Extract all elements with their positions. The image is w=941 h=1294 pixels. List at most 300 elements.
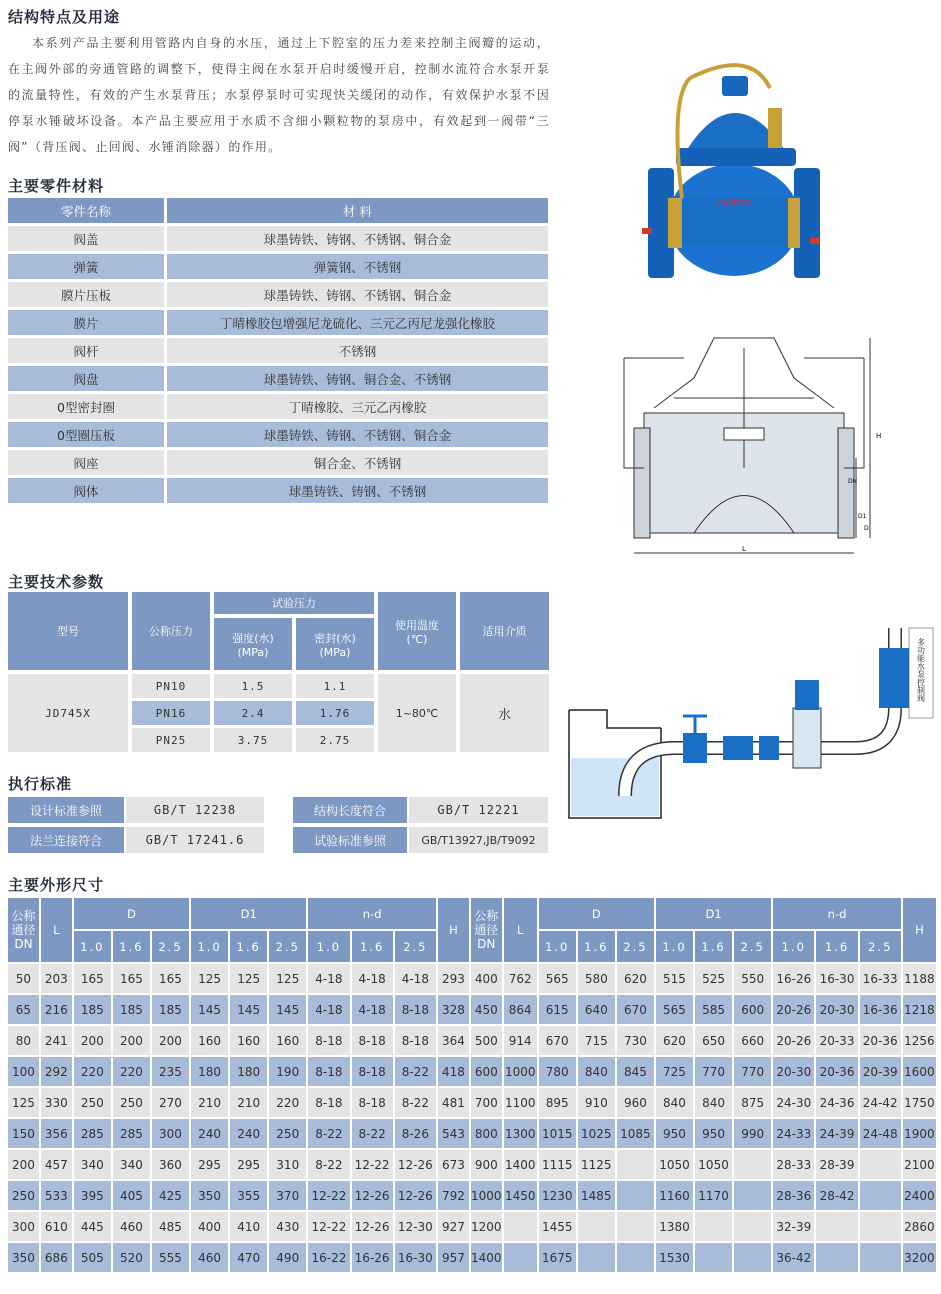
dim-cell: 950 — [656, 1119, 693, 1148]
dim-cell: 525 — [695, 964, 732, 993]
dim-cell: 185 — [113, 995, 150, 1024]
dim-cell: 185 — [152, 995, 189, 1024]
tech-header-pn: 公称压力 — [132, 592, 210, 670]
dim-cell: 24-33 — [773, 1119, 814, 1148]
dim-cell: 16-30 — [816, 964, 857, 993]
dim-cell — [695, 1212, 732, 1241]
header-pn: 1.0 — [539, 931, 576, 962]
section-title-structure: 结构特点及用途 — [8, 8, 121, 26]
dim-cell: 445 — [74, 1212, 111, 1241]
dim-cell: 715 — [578, 1026, 615, 1055]
tech-seal: 1.76 — [296, 701, 374, 725]
part-name: 阀体 — [8, 478, 164, 503]
table-row — [8, 1150, 936, 1179]
dim-cell: 927 — [438, 1212, 469, 1241]
dim-cell: 12-26 — [352, 1212, 393, 1241]
tech-params-table — [8, 592, 549, 754]
dim-cell: 1115 — [539, 1150, 576, 1179]
header-pn: 1.0 — [773, 931, 814, 962]
dim-cell: 1170 — [695, 1181, 732, 1210]
dim-cell: 220 — [269, 1088, 306, 1117]
dim-cell — [816, 1243, 857, 1272]
dim-cell: 960 — [617, 1088, 654, 1117]
valve-logo: CVKRDO — [716, 199, 752, 208]
dim-cell — [734, 1243, 771, 1272]
dim-cell: 125 — [269, 964, 306, 993]
dim-cell: 1450 — [504, 1181, 537, 1210]
dim-cell: 20-26 — [773, 995, 814, 1024]
dim-cell: 430 — [269, 1212, 306, 1241]
header-D1: D1 — [656, 898, 771, 929]
tech-model: JD745X — [8, 674, 128, 752]
dim-cell: 300 — [152, 1119, 189, 1148]
dim-cell: 16-33 — [860, 964, 901, 993]
tech-seal: 1.1 — [296, 674, 374, 698]
dim-cell: 2400 — [903, 1181, 936, 1210]
table-row — [8, 1088, 936, 1117]
dim-cell: 340 — [113, 1150, 150, 1179]
dim-cell: 65 — [8, 995, 39, 1024]
header-pn: 1.6 — [578, 931, 615, 962]
dim-cell: 1400 — [471, 1243, 502, 1272]
dim-cell: 550 — [734, 964, 771, 993]
header-pn: 1.6 — [816, 931, 857, 962]
dim-cell: 350 — [191, 1181, 228, 1210]
table-row — [8, 964, 936, 993]
std-label: 结构长度符合 — [293, 797, 407, 823]
dim-cell: 190 — [269, 1057, 306, 1086]
dim-cell: 1050 — [656, 1150, 693, 1179]
dim-cell: 216 — [41, 995, 72, 1024]
dim-cell: 360 — [152, 1150, 189, 1179]
dim-cell: 900 — [471, 1150, 502, 1179]
dim-cell: 460 — [191, 1243, 228, 1272]
dim-cell: 16-36 — [860, 995, 901, 1024]
dim-cell — [617, 1181, 654, 1210]
header-H: H — [903, 898, 936, 962]
header-pn: 2.5 — [395, 931, 436, 962]
table-row — [8, 1243, 936, 1272]
dim-cell: 20-26 — [773, 1026, 814, 1055]
dim-cell: 285 — [74, 1119, 111, 1148]
dim-cell: 957 — [438, 1243, 469, 1272]
part-material: 球墨铸铁、铸钢、铜合金、不锈钢 — [167, 366, 548, 391]
dim-cell: 12-30 — [395, 1212, 436, 1241]
dim-cell — [504, 1212, 537, 1241]
table-row — [8, 282, 548, 307]
part-name: 膜片压板 — [8, 282, 164, 307]
tech-header-strength: 强度(水) (MPa) — [214, 618, 292, 670]
dim-cell: 125 — [191, 964, 228, 993]
header-D1: D1 — [191, 898, 306, 929]
dim-cell: 328 — [438, 995, 469, 1024]
dim-cell: 400 — [191, 1212, 228, 1241]
intro-paragraph: 本系列产品主要利用管路内自身的水压，通过上下腔室的压力差来控制主阀瓣的运动，在主阀外部的旁通管路的调整下，使得主阀在水泵开启时缓慢开启，控制水流符合水泵开泵的流量特性，有效的产生水泵背压；水泵停泵时可实现快关缓闭的动作，有效保护水泵不因停泵水锤破坏设备。本产品主要应用于水质不含细小颗粒物的泵房中，有效起到一阀带“三阀”（背压阀、止回阀、水锤消除器）的作用。 — [8, 36, 550, 154]
header-H: H — [438, 898, 469, 962]
dim-cell: 330 — [41, 1088, 72, 1117]
dimensions-table — [6, 896, 938, 1274]
dim-cell: 725 — [656, 1057, 693, 1086]
dim-cell: 410 — [230, 1212, 267, 1241]
dim-cell: 8-26 — [395, 1119, 436, 1148]
dim-cell: 610 — [41, 1212, 72, 1241]
header-pn: 1.0 — [191, 931, 228, 962]
dim-cell: 295 — [230, 1150, 267, 1179]
dim-cell: 340 — [74, 1150, 111, 1179]
dim-cell: 240 — [230, 1119, 267, 1148]
dim-cell: 864 — [504, 995, 537, 1024]
section-title-materials: 主要零件材料 — [8, 177, 105, 195]
dim-cell: 12-22 — [352, 1150, 393, 1179]
dim-cell: 457 — [41, 1150, 72, 1179]
dim-cell — [617, 1243, 654, 1272]
header-pn: 2.5 — [617, 931, 654, 962]
dim-cell: 12-22 — [308, 1212, 349, 1241]
part-material: 球墨铸铁、铸钢、不锈钢、铜合金 — [167, 226, 548, 251]
part-name: 弹簧 — [8, 254, 164, 279]
dim-cell: 165 — [74, 964, 111, 993]
tech-medium: 水 — [460, 674, 549, 752]
tech-header-test: 试验压力 — [214, 592, 374, 614]
valve-section-drawing — [604, 318, 894, 568]
dim-cell: 180 — [191, 1057, 228, 1086]
dim-cell: 1300 — [504, 1119, 537, 1148]
dim-cell: 1256 — [903, 1026, 936, 1055]
tech-strength: 1.5 — [214, 674, 292, 698]
dim-cell: 1218 — [903, 995, 936, 1024]
dim-D-label: D — [864, 525, 869, 532]
dim-cell: 914 — [504, 1026, 537, 1055]
dim-cell: 165 — [152, 964, 189, 993]
dim-cell — [734, 1150, 771, 1179]
dim-cell: 770 — [695, 1057, 732, 1086]
table-row — [8, 254, 548, 279]
dim-cell: 165 — [113, 964, 150, 993]
part-name: 0型密封圈 — [8, 394, 164, 419]
std-value: GB/T 12238 — [126, 797, 264, 823]
dim-cell: 16-30 — [395, 1243, 436, 1272]
part-material: 不锈钢 — [167, 338, 548, 363]
dim-cell: 220 — [113, 1057, 150, 1086]
dim-cell: 4-18 — [308, 995, 349, 1024]
dim-cell: 600 — [734, 995, 771, 1024]
dim-cell — [617, 1150, 654, 1179]
dim-cell: 310 — [269, 1150, 306, 1179]
dim-cell: 910 — [578, 1088, 615, 1117]
dim-cell: 250 — [74, 1088, 111, 1117]
header-pn: 1.0 — [308, 931, 349, 962]
dim-cell: 1025 — [578, 1119, 615, 1148]
std-label: 设计标准参照 — [8, 797, 124, 823]
header-L: L — [41, 898, 72, 962]
dim-cell: 356 — [41, 1119, 72, 1148]
dim-cell: 80 — [8, 1026, 39, 1055]
part-material: 球墨铸铁、铸钢、不锈钢、铜合金 — [167, 282, 548, 307]
valve-photo — [630, 48, 845, 300]
table-row — [8, 1119, 936, 1148]
dim-cell: 240 — [191, 1119, 228, 1148]
dim-cell: 620 — [656, 1026, 693, 1055]
dim-cell: 1200 — [471, 1212, 502, 1241]
dim-cell: 670 — [539, 1026, 576, 1055]
dim-cell: 4-18 — [352, 964, 393, 993]
dim-H-label: H — [876, 432, 882, 440]
tech-header-temp: 使用温度 (℃) — [378, 592, 456, 670]
dim-cell: 150 — [8, 1119, 39, 1148]
dim-cell: 1100 — [504, 1088, 537, 1117]
dim-cell: 20-33 — [816, 1026, 857, 1055]
dim-cell: 145 — [191, 995, 228, 1024]
table-row — [8, 338, 548, 363]
dim-cell: 355 — [230, 1181, 267, 1210]
dim-cell: 395 — [74, 1181, 111, 1210]
tech-seal: 2.75 — [296, 728, 374, 752]
header-dn: 公称通径DN — [471, 898, 502, 962]
dim-cell: 792 — [438, 1181, 469, 1210]
dim-cell: 8-22 — [352, 1119, 393, 1148]
dim-cell: 300 — [8, 1212, 39, 1241]
table-row — [8, 1026, 936, 1055]
dim-cell: 3200 — [903, 1243, 936, 1272]
dim-cell: 1000 — [504, 1057, 537, 1086]
tech-header-medium: 适用介质 — [460, 592, 549, 670]
section-title-tech: 主要技术参数 — [8, 573, 105, 591]
header-pn: 1.0 — [656, 931, 693, 962]
section-title-dimensions: 主要外形尺寸 — [8, 876, 105, 894]
dim-cell: 24-48 — [860, 1119, 901, 1148]
dim-cell: 533 — [41, 1181, 72, 1210]
dim-cell: 8-18 — [352, 1026, 393, 1055]
part-name: 阀杆 — [8, 338, 164, 363]
dim-cell: 1188 — [903, 964, 936, 993]
dim-cell — [617, 1212, 654, 1241]
dim-cell: 450 — [471, 995, 502, 1024]
dim-cell: 460 — [113, 1212, 150, 1241]
dim-cell: 293 — [438, 964, 469, 993]
table-row — [8, 1212, 936, 1241]
dim-D1-label: D1 — [858, 513, 867, 520]
dim-cell: 8-22 — [308, 1150, 349, 1179]
dim-cell: 580 — [578, 964, 615, 993]
dim-cell: 1380 — [656, 1212, 693, 1241]
dim-cell: 1230 — [539, 1181, 576, 1210]
dim-cell: 370 — [269, 1181, 306, 1210]
dim-cell: 565 — [539, 964, 576, 993]
dim-cell: 200 — [113, 1026, 150, 1055]
installation-diagram — [565, 598, 937, 828]
dim-cell: 235 — [152, 1057, 189, 1086]
dim-cell: 895 — [539, 1088, 576, 1117]
dim-cell: 1015 — [539, 1119, 576, 1148]
dim-DN-label: DN — [848, 478, 858, 485]
dim-cell: 875 — [734, 1088, 771, 1117]
dim-cell: 20-39 — [860, 1057, 901, 1086]
dim-cell: 505 — [74, 1243, 111, 1272]
dim-cell: 250 — [113, 1088, 150, 1117]
dim-cell: 210 — [230, 1088, 267, 1117]
header-D: D — [74, 898, 189, 929]
install-label: 多功能水泵控制阀 — [916, 638, 926, 702]
std-value: GB/T 12221 — [409, 797, 548, 823]
header-pn: 1.6 — [352, 931, 393, 962]
dim-cell: 185 — [74, 995, 111, 1024]
dim-cell: 200 — [8, 1150, 39, 1179]
header-pn: 2.5 — [152, 931, 189, 962]
dim-cell: 686 — [41, 1243, 72, 1272]
part-material: 球墨铸铁、铸钢、不锈钢、铜合金 — [167, 422, 548, 447]
dim-cell — [734, 1181, 771, 1210]
dim-cell: 250 — [8, 1181, 39, 1210]
dim-cell: 8-18 — [395, 1026, 436, 1055]
dim-cell: 125 — [230, 964, 267, 993]
dim-cell: 270 — [152, 1088, 189, 1117]
dim-cell: 565 — [656, 995, 693, 1024]
std-value: GB/T13927,JB/T9092 — [409, 827, 548, 853]
dim-cell — [504, 1243, 537, 1272]
dim-cell: 770 — [734, 1057, 771, 1086]
dim-cell: 780 — [539, 1057, 576, 1086]
dim-cell: 295 — [191, 1150, 228, 1179]
dim-cell: 4-18 — [308, 964, 349, 993]
dim-cell: 2860 — [903, 1212, 936, 1241]
part-name: 阀盘 — [8, 366, 164, 391]
dim-cell: 600 — [471, 1057, 502, 1086]
dim-cell: 730 — [617, 1026, 654, 1055]
table-row — [8, 394, 548, 419]
dim-cell: 160 — [191, 1026, 228, 1055]
dim-cell: 840 — [656, 1088, 693, 1117]
dim-cell: 28-42 — [816, 1181, 857, 1210]
dim-cell: 990 — [734, 1119, 771, 1148]
part-material: 球墨铸铁、铸钢、不锈钢 — [167, 478, 548, 503]
dim-cell: 1085 — [617, 1119, 654, 1148]
dim-cell: 8-18 — [352, 1088, 393, 1117]
dim-cell: 24-36 — [816, 1088, 857, 1117]
dim-cell: 1600 — [903, 1057, 936, 1086]
table-row — [8, 422, 548, 447]
dim-cell: 425 — [152, 1181, 189, 1210]
dim-cell: 840 — [695, 1088, 732, 1117]
dim-cell: 485 — [152, 1212, 189, 1241]
dim-cell: 24-30 — [773, 1088, 814, 1117]
dim-cell: 364 — [438, 1026, 469, 1055]
dim-cell: 2100 — [903, 1150, 936, 1179]
part-name: 阀座 — [8, 450, 164, 475]
header-pn: 1.6 — [695, 931, 732, 962]
dim-cell — [578, 1243, 615, 1272]
dim-cell: 650 — [695, 1026, 732, 1055]
dim-cell: 615 — [539, 995, 576, 1024]
dim-cell: 405 — [113, 1181, 150, 1210]
dim-cell: 840 — [578, 1057, 615, 1086]
dim-cell — [860, 1212, 901, 1241]
table-row — [8, 1181, 936, 1210]
dim-cell — [578, 1212, 615, 1241]
dim-cell: 1050 — [695, 1150, 732, 1179]
dim-cell: 8-18 — [395, 995, 436, 1024]
dim-cell: 1750 — [903, 1088, 936, 1117]
dim-cell: 350 — [8, 1243, 39, 1272]
dim-cell: 500 — [471, 1026, 502, 1055]
header-pn: 1.6 — [230, 931, 267, 962]
dim-cell: 12-26 — [352, 1181, 393, 1210]
dim-cell: 555 — [152, 1243, 189, 1272]
dim-cell: 20-36 — [860, 1026, 901, 1055]
table-row — [8, 450, 548, 475]
header-nd: n-d — [308, 898, 436, 929]
tech-pn: PN16 — [132, 701, 210, 725]
dim-cell: 125 — [8, 1088, 39, 1117]
std-label: 法兰连接符合 — [8, 827, 124, 853]
dim-cell: 620 — [617, 964, 654, 993]
std-value: GB/T 17241.6 — [126, 827, 264, 853]
dim-cell: 1900 — [903, 1119, 936, 1148]
dim-cell: 16-26 — [352, 1243, 393, 1272]
dim-cell: 400 — [471, 964, 502, 993]
dim-cell: 515 — [656, 964, 693, 993]
dim-cell: 16-22 — [308, 1243, 349, 1272]
dim-cell: 241 — [41, 1026, 72, 1055]
part-material: 丁晴橡胶、三元乙丙橡胶 — [167, 394, 548, 419]
dim-cell: 845 — [617, 1057, 654, 1086]
dim-cell: 210 — [191, 1088, 228, 1117]
dim-cell: 20-36 — [816, 1057, 857, 1086]
dim-cell: 8-22 — [395, 1088, 436, 1117]
dim-cell: 28-39 — [816, 1150, 857, 1179]
dim-cell: 1485 — [578, 1181, 615, 1210]
dim-cell: 8-22 — [308, 1119, 349, 1148]
dim-cell: 1530 — [656, 1243, 693, 1272]
part-name: 膜片 — [8, 310, 164, 335]
dim-cell: 12-26 — [395, 1150, 436, 1179]
dim-cell: 220 — [74, 1057, 111, 1086]
dim-cell: 20-30 — [816, 995, 857, 1024]
part-material: 弹簧钢、不锈钢 — [167, 254, 548, 279]
header-pn: 1.6 — [113, 931, 150, 962]
dim-cell: 543 — [438, 1119, 469, 1148]
table-row — [8, 310, 548, 335]
dim-cell — [816, 1212, 857, 1241]
dim-cell: 670 — [617, 995, 654, 1024]
dim-cell: 700 — [471, 1088, 502, 1117]
tech-header-model: 型号 — [8, 592, 128, 670]
dim-cell: 36-42 — [773, 1243, 814, 1272]
dim-cell: 145 — [230, 995, 267, 1024]
dim-cell: 4-18 — [395, 964, 436, 993]
dim-cell: 16-26 — [773, 964, 814, 993]
dim-cell — [860, 1150, 901, 1179]
header-pn: 2.5 — [269, 931, 306, 962]
materials-table — [5, 195, 551, 506]
tech-pn: PN10 — [132, 674, 210, 698]
materials-header-part: 零件名称 — [8, 198, 164, 223]
dim-cell: 203 — [41, 964, 72, 993]
dim-cell: 12-22 — [308, 1181, 349, 1210]
dim-cell — [860, 1243, 901, 1272]
dim-cell: 418 — [438, 1057, 469, 1086]
dim-cell: 800 — [471, 1119, 502, 1148]
dim-cell: 145 — [269, 995, 306, 1024]
table-row — [8, 1057, 936, 1086]
dim-cell — [860, 1181, 901, 1210]
header-pn: 2.5 — [860, 931, 901, 962]
dim-cell: 1400 — [504, 1150, 537, 1179]
dim-cell: 585 — [695, 995, 732, 1024]
dim-cell: 285 — [113, 1119, 150, 1148]
dim-cell: 200 — [152, 1026, 189, 1055]
dim-cell — [734, 1212, 771, 1241]
dim-cell: 32-39 — [773, 1212, 814, 1241]
